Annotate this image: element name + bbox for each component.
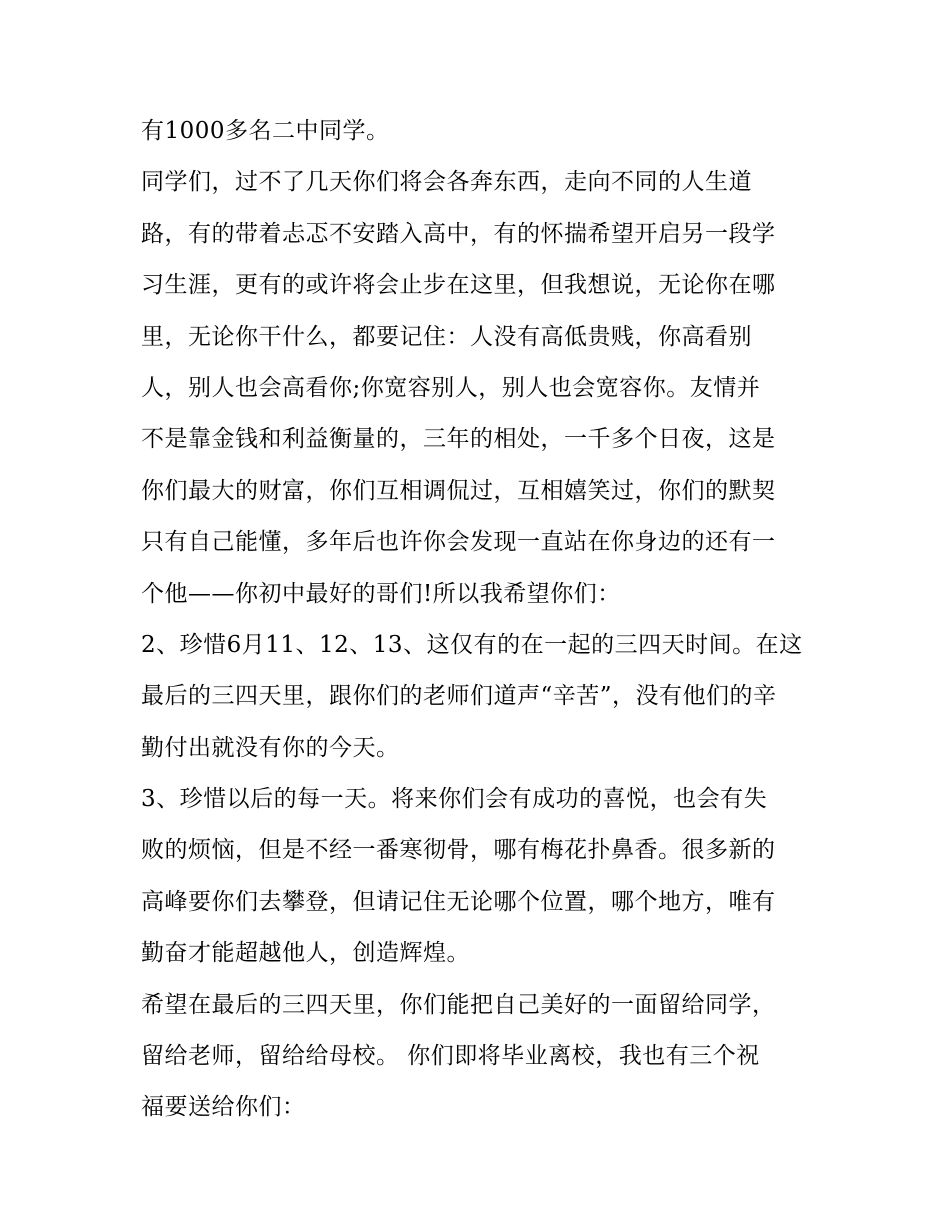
text-line: 不是靠金钱和利益衡量的，三年的相处，一千多个日夜，这是 (141, 426, 776, 453)
text-line: 习生涯，更有的或许将会止步在这里，但我想说，无论你在哪 (141, 272, 776, 299)
text-line: 留给老师，留给给母校。 你们即将毕业离校，我也有三个祝 (141, 1043, 760, 1070)
text-line: 同学们，过不了几天你们将会各奔东西，走向不同的人生道 (141, 169, 752, 196)
text-line: 有1000多名二中同学。 (141, 118, 390, 144)
text-line: 高峰要你们去攀登，但请记住无论哪个位置，哪个地方，唯有 (141, 888, 776, 915)
text-line: 2、珍惜6月11、12、13、这仅有的在一起的三四天时间。在这 (141, 631, 803, 658)
text-line: 路，有的带着忐忑不安踏入高中，有的怀揣希望开启另一段学 (141, 220, 776, 247)
text-line: 里，无论你干什么，都要记住：人没有高低贵贱，你高看别 (141, 323, 752, 350)
text-line: 只有自己能懂，多年后也许你会发现一直站在你身边的还有一 (141, 529, 776, 556)
text-line: 3、珍惜以后的每一天。将来你们会有成功的喜悦，也会有失 (141, 786, 768, 813)
text-line: 败的烦恼，但是不经一番寒彻骨，哪有梅花扑鼻香。很多新的 (141, 837, 776, 864)
text-line: 希望在最后的三四天里，你们能把自己美好的一面留给同学， (141, 991, 776, 1018)
text-line: 你们最大的财富，你们互相调侃过，互相嬉笑过，你们的默契 (141, 477, 776, 504)
text-line: 福要送给你们： (141, 1094, 306, 1121)
text-line: 勤付出就没有你的今天。 (141, 734, 400, 761)
document-body (141, 106, 817, 1134)
text-line: 勤奋才能超越他人，创造辉煌。 (141, 940, 470, 967)
text-line: 人，别人也会高看你;你宽容别人，别人也会宽容你。友情并 (141, 374, 761, 401)
text-line: 个他——你初中最好的哥们!所以我希望你们： (141, 580, 621, 607)
text-line: 最后的三四天里，跟你们的老师们道声“辛苦”，没有他们的辛 (141, 683, 777, 710)
